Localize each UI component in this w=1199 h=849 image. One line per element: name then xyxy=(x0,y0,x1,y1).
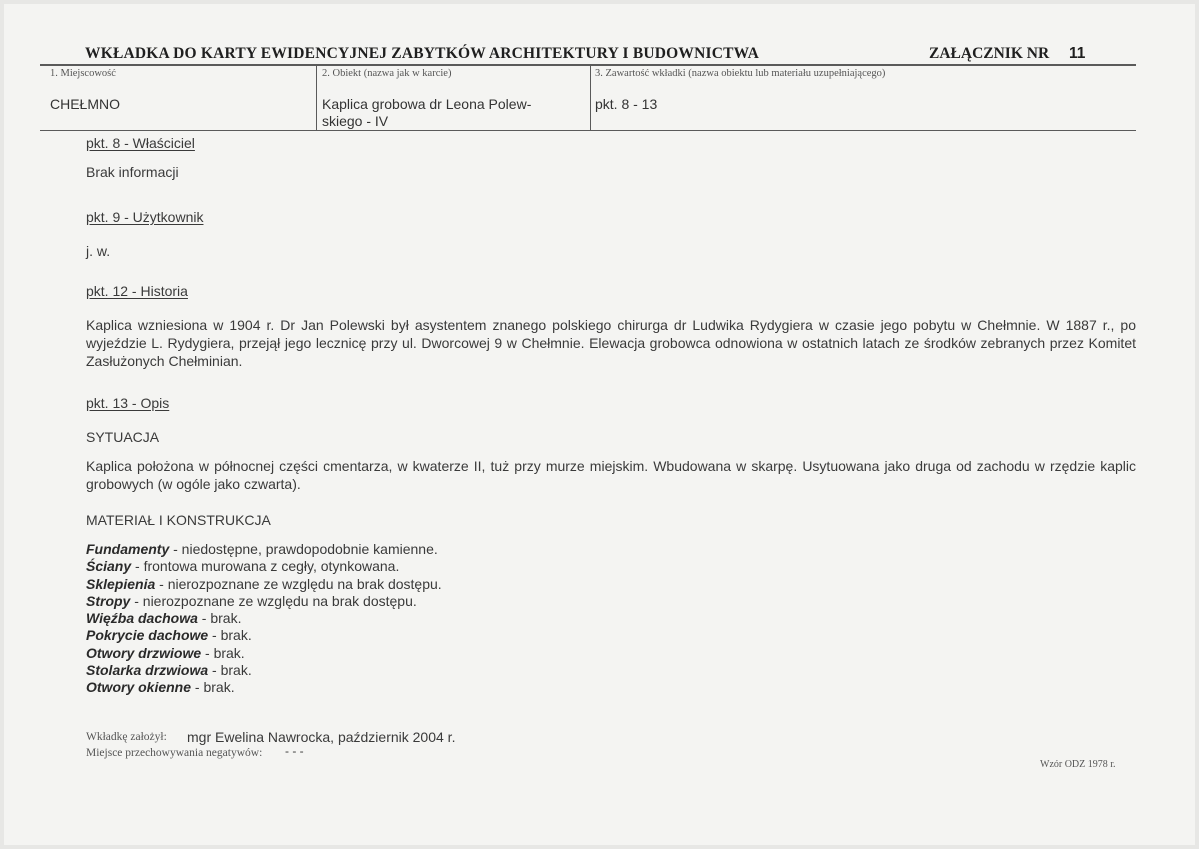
section-9-text: j. w. xyxy=(86,243,111,259)
column-divider-1 xyxy=(316,64,317,130)
material-row xyxy=(86,662,442,679)
material-key: Ściany xyxy=(86,558,132,575)
material-row xyxy=(86,576,442,593)
material-row xyxy=(86,610,442,627)
material-key: Sklepienia xyxy=(86,575,156,592)
material-row xyxy=(86,541,442,558)
material-key: Stolarka drzwiowa xyxy=(86,662,209,679)
material-row xyxy=(86,627,442,644)
material-value: - brak. xyxy=(201,644,245,661)
material-value: - niedostępne, prawdopodobnie kamienne. xyxy=(169,541,438,557)
material-value: - brak. xyxy=(197,610,242,627)
section-8-heading: pkt. 8 - Właściciel xyxy=(86,135,195,151)
situation-paragraph: Kaplica położona w północnej części cmentarza, w kwaterze II, tuż przy murze miejskim. Wbudowana w skarpę. Usytuowana jako druga od zachodu w rzędzie kaplic grobowych (w ogóle jako czwarta). xyxy=(86,458,1136,492)
material-value: - brak. xyxy=(208,627,252,644)
section-12-heading: pkt. 12 - Historia xyxy=(86,283,188,299)
column-divider-2 xyxy=(590,64,591,130)
contents-label: 3. Zawartość wkładki (nazwa obiektu lub materiału uzupełniającego) xyxy=(595,68,886,79)
locality-label: 1. Miejscowość xyxy=(50,68,116,79)
material-key: Otwory okienne xyxy=(86,679,192,696)
object-label: 2. Obiekt (nazwa jak w karcie) xyxy=(322,68,452,79)
material-key: Stropy xyxy=(86,592,131,609)
material-key: Więźba dachowa xyxy=(86,610,198,627)
object-value-line2: skiego - IV xyxy=(322,113,389,129)
template-note: Wzór ODZ 1978 r. xyxy=(1040,759,1116,770)
material-value: - nierozpoznane ze względu na brak dostępu. xyxy=(155,575,442,592)
materials-list xyxy=(86,541,442,697)
negatives-label: Miejsce przechowywania negatywów: xyxy=(86,747,263,759)
material-row xyxy=(86,593,442,610)
section-8-text: Brak informacji xyxy=(86,164,179,180)
material-row xyxy=(86,558,442,575)
form-title: WKŁADKA DO KARTY EWIDENCYJNEJ ZABYTKÓW ARCHITEKTURY I BUDOWNICTWA xyxy=(85,45,760,62)
author-label: Wkładkę założył: xyxy=(86,731,167,743)
material-key: Fundamenty xyxy=(86,541,170,557)
section-9-heading: pkt. 9 - Użytkownik xyxy=(86,209,204,225)
material-heading: MATERIAŁ I KONSTRUKCJA xyxy=(86,512,271,528)
material-key: Pokrycie dachowe xyxy=(86,627,209,644)
negatives-value: - - - xyxy=(285,744,304,758)
object-value-line1: Kaplica grobowa dr Leona Polew- xyxy=(322,96,532,112)
material-value: - nierozpoznane ze względu na brak dostępu. xyxy=(130,592,417,609)
contents-value: pkt. 8 - 13 xyxy=(595,96,658,112)
section-13-heading: pkt. 13 - Opis xyxy=(86,395,170,411)
table-bottom-rule xyxy=(40,130,1136,131)
material-value: - brak. xyxy=(191,679,235,696)
locality-value: CHEŁMNO xyxy=(50,96,121,112)
material-key: Otwory drzwiowe xyxy=(86,644,202,661)
material-row xyxy=(86,645,442,662)
author-value: mgr Ewelina Nawrocka, październik 2004 r. xyxy=(187,729,456,745)
history-paragraph: Kaplica wzniesiona w 1904 r. Dr Jan Polewski był asystentem znanego polskiego chirurga dr Ludwika Rydygiera w czasie jego pobytu w Chełmnie. W 1887 r., po wyjeździe L. Rydygiera, przejął jego lecznicę przy ul. Dworcowej 9 w Chełmnie. Elewacja grobowca odnowiona w ostatnich latach ze środków zebranych przez Komitet Zasłużonych Chełminian. xyxy=(86,317,1136,369)
annex-number: 11 xyxy=(1069,45,1086,62)
situation-heading: SYTUACJA xyxy=(86,429,160,445)
material-value: - frontowa murowana z cegły, otynkowana. xyxy=(131,558,400,575)
header-rule xyxy=(40,64,1136,66)
annex-label: ZAŁĄCZNIK NR xyxy=(929,45,1050,62)
material-row xyxy=(86,679,442,696)
material-value: - brak. xyxy=(208,662,252,679)
